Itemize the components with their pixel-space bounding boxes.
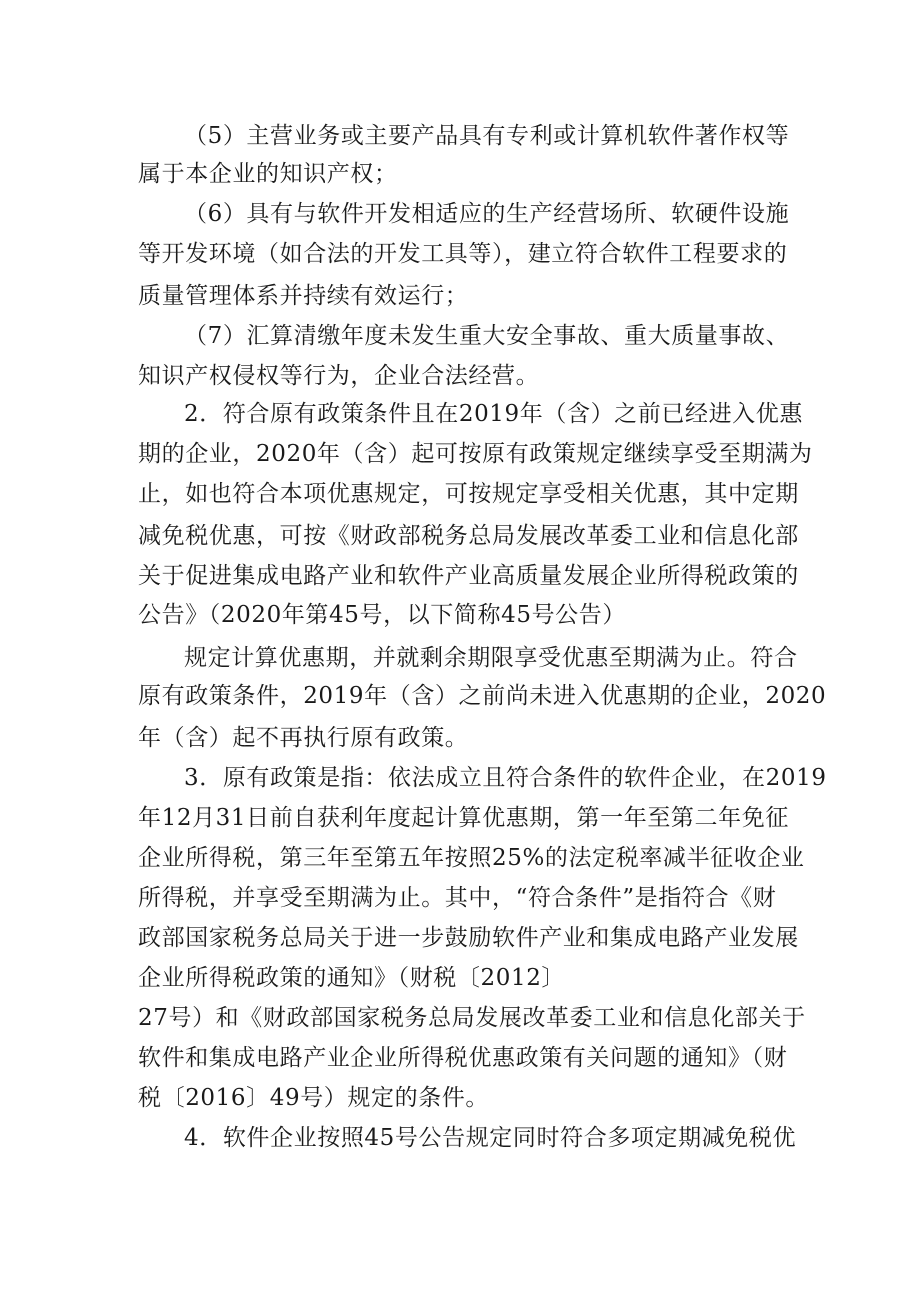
text-line: 规定计算优惠期，并就剩余期限享受优惠至期满为止。符合	[184, 645, 798, 671]
text-line: 知识产权侵权等行为，企业合法经营。	[138, 363, 540, 389]
text-line: 政部国家税务总局关于进一步鼓励软件产业和集成电路产业发展	[138, 925, 799, 951]
text-line: 年（含）起不再执行原有政策。	[138, 725, 469, 751]
text-line: 期的企业，2020年（含）起可按原有政策规定继续享受至期满为	[138, 441, 813, 467]
text-line: 减免税优惠，可按《财政部税务总局发展改革委工业和信息化部	[138, 523, 799, 549]
text-line: 税〔2016〕49号）规定的条件。	[138, 1085, 489, 1111]
text-line: 27号）和《财政部国家税务总局发展改革委工业和信息化部关于	[138, 1005, 806, 1031]
text-line: 止，如也符合本项优惠规定，可按规定享受相关优惠，其中定期	[138, 481, 799, 507]
text-line: 所得税，并享受至期满为止。其中，“符合条件”是指符合《财	[138, 885, 777, 911]
text-line: 属于本企业的知识产权；	[138, 161, 398, 187]
text-line: （5）主营业务或主要产品具有专利或计算机软件著作权等	[184, 123, 790, 149]
text-line: 质量管理体系并持续有效运行；	[138, 283, 469, 309]
text-line: 关于促进集成电路产业和软件产业高质量发展企业所得税政策的	[138, 563, 799, 589]
text-line: 年12月31日前自获利年度起计算优惠期，第一年至第二年免征	[138, 805, 789, 831]
text-line: （6）具有与软件开发相适应的生产经营场所、软硬件设施	[184, 201, 790, 227]
text-line: 企业所得税，第三年至第五年按照25%的法定税率减半征收企业	[138, 845, 805, 871]
text-line: （7）汇算清缴年度未发生重大安全事故、重大质量事故、	[184, 323, 790, 349]
text-line: 3．原有政策是指：依法成立且符合条件的软件企业，在2019	[184, 765, 827, 791]
text-line: 4．软件企业按照45号公告规定同时符合多项定期减免税优	[184, 1125, 797, 1151]
text-line: 原有政策条件，2019年（含）之前尚未进入优惠期的企业，2020	[138, 683, 827, 709]
text-line: 等开发环境（如合法的开发工具等），建立符合软件工程要求的	[138, 241, 788, 267]
text-line: 企业所得税政策的通知》（财税〔2012〕	[138, 965, 566, 991]
text-line: 公告》（2020年第45号，以下简称45号公告）	[138, 602, 626, 628]
text-line: 2．符合原有政策条件且在2019年（含）之前已经进入优惠	[184, 401, 803, 427]
text-line: 软件和集成电路产业企业所得税优惠政策有关问题的通知》（财	[138, 1045, 788, 1071]
